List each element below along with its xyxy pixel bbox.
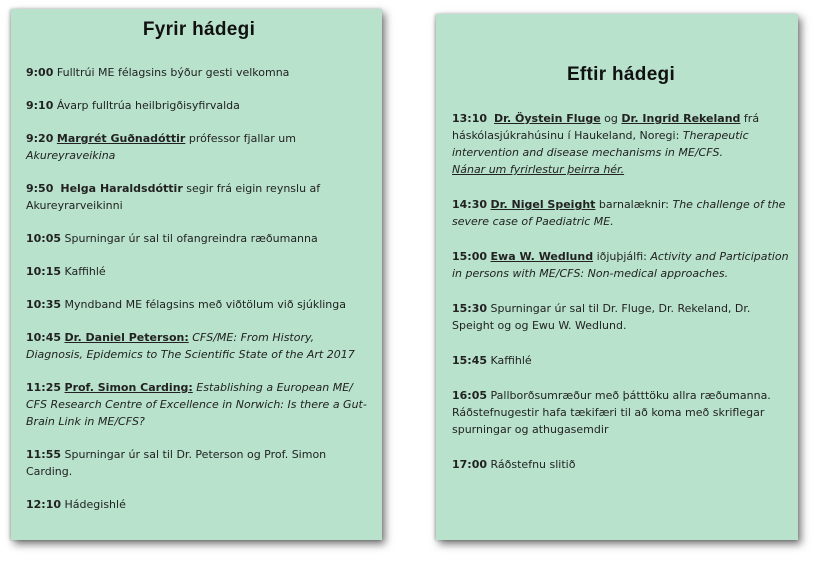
schedule-item — [26, 130, 372, 164]
speaker-link[interactable]: Ewa W. Wedlund — [490, 250, 594, 263]
schedule-item — [452, 387, 790, 438]
talk-topic: Akureyraveikina — [26, 149, 116, 162]
item-time: 16:05 — [452, 389, 488, 402]
item-text: Spurningar úr sal til Dr. Peterson og Prof. Simon Carding. — [26, 448, 327, 478]
item-time: 11:55 — [26, 448, 62, 461]
item-text: Pallborðsumræður með þátttöku allra ræðumanna. Ráðstefnugestir hafa tækifæri til að koma með skriflegar spurningar og athugasemdir — [452, 389, 771, 436]
speaker-link[interactable]: Dr. Nigel Speight — [490, 198, 596, 211]
schedule-item — [26, 263, 372, 280]
item-time: 9:50 — [26, 182, 54, 195]
item-time: 14:30 — [452, 198, 488, 211]
schedule-item — [26, 379, 372, 430]
schedule-item — [452, 300, 790, 334]
item-text: Spurningar úr sal til ofangreindra ræðumanna — [61, 232, 318, 245]
item-text: Spurningar úr sal til Dr. Fluge, Dr. Rekeland, Dr. Speight og og Ewu W. Wedlund. — [452, 302, 751, 332]
item-text: prófessor fjallar um — [185, 132, 296, 145]
speaker-link[interactable]: Dr. Öystein Fluge — [494, 112, 601, 125]
item-time: 9:20 — [26, 132, 54, 145]
speaker-link[interactable]: Dr. Ingrid Rekeland — [621, 112, 741, 125]
speaker-link[interactable]: Dr. Daniel Peterson: — [64, 331, 189, 344]
item-time: 10:45 — [26, 331, 62, 344]
item-time: 15:00 — [452, 250, 488, 263]
item-time: 10:05 — [26, 232, 62, 245]
schedule-item — [26, 296, 372, 313]
talk-topic: Activity and Participation in persons with ME/CFS: Non-medical approaches. — [452, 250, 789, 280]
schedule-item — [26, 97, 372, 114]
item-text: og — [600, 112, 622, 125]
speaker-link[interactable]: Prof. Simon Carding: — [64, 381, 193, 394]
item-time: 15:30 — [452, 302, 488, 315]
schedule-item — [452, 456, 790, 473]
schedule-item — [26, 446, 372, 480]
morning-schedule-card — [11, 9, 382, 540]
item-text: Ráðstefnu slitið — [487, 458, 576, 471]
item-time: 10:15 — [26, 265, 62, 278]
item-text: Kaffihlé — [61, 265, 106, 278]
item-text: Ávarp fulltrúa heilbrigðisyfirvalda — [53, 99, 240, 112]
item-text: barnalæknir: — [595, 198, 673, 211]
item-text: segir frá eigin reynslu af Akureyrarveikinni — [26, 182, 321, 212]
afternoon-schedule-card — [436, 14, 798, 540]
item-text: Fulltrúi ME félagsins býður gesti velkomna — [53, 66, 290, 79]
item-text: iðjuþjálfi: — [593, 250, 651, 263]
schedule-item — [452, 110, 790, 178]
schedule-item — [452, 196, 790, 230]
talk-topic: The challenge of the severe case of Paediatric ME. — [452, 198, 786, 228]
item-text: Myndband ME félagsins með viðtölum við sjúklinga — [61, 298, 347, 311]
schedule-item — [452, 352, 790, 369]
item-time: 9:00 — [26, 66, 54, 79]
item-time: 17:00 — [452, 458, 488, 471]
item-text: Hádegishlé — [61, 498, 126, 511]
schedule-item — [26, 230, 372, 247]
afternoon-title: Eftir hádegi — [566, 64, 676, 85]
item-time: 9:10 — [26, 99, 54, 112]
talk-topic: Establishing a European ME/ CFS Research Centre of Excellence in Norwich: Is there a Gut-Brain Link in ME/CFS? — [26, 381, 367, 428]
item-time: 11:25 — [26, 381, 62, 394]
morning-title: Fyrir hádegi — [142, 19, 256, 40]
talk-topic: Therapeutic intervention and disease mechanisms in ME/CFS. — [452, 129, 749, 159]
item-time: 15:45 — [452, 354, 488, 367]
speaker-name: Helga Haraldsdóttir — [60, 182, 183, 195]
schedule-item — [26, 64, 372, 81]
item-text: Kaffihlé — [487, 354, 532, 367]
schedule-item — [26, 329, 372, 363]
talk-topic: CFS/ME: From History, Diagnosis, Epidemics to The Scientific State of the Art 2017 — [26, 331, 355, 361]
item-text: frá háskólasjúkrahúsinu í Haukeland, Noregi: — [452, 112, 760, 142]
more-info-link[interactable]: Nánar um fyrirlestur þeirra hér. — [452, 163, 625, 176]
item-time: 12:10 — [26, 498, 62, 511]
schedule-item — [452, 248, 790, 282]
schedule-item — [26, 180, 372, 214]
item-time: 10:35 — [26, 298, 62, 311]
item-time: 13:10 — [452, 112, 488, 125]
schedule-item — [26, 496, 372, 513]
speaker-link[interactable]: Margrét Guðnadóttir — [56, 132, 186, 145]
